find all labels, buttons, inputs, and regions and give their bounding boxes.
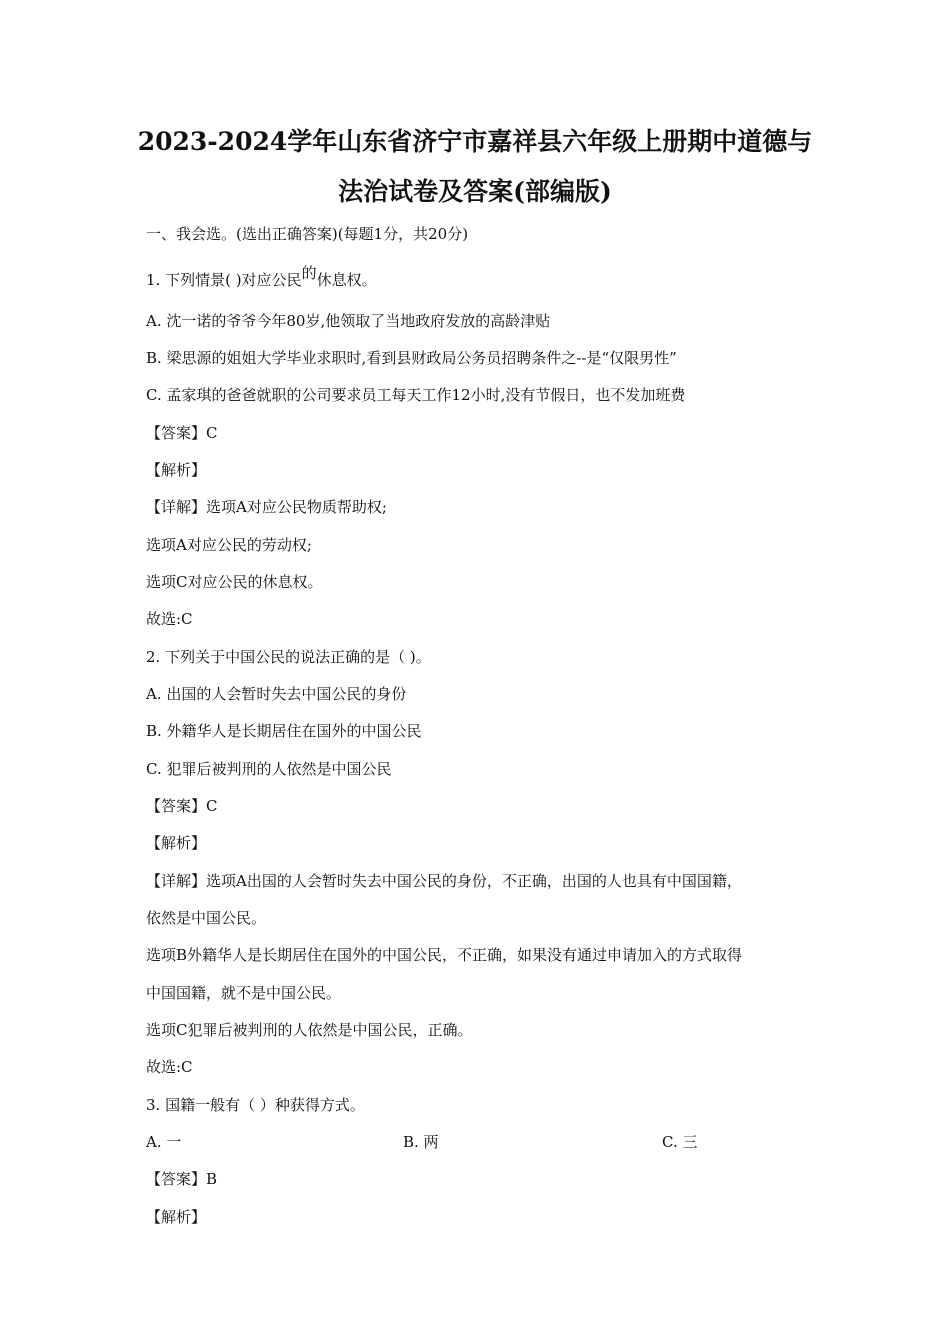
question-1-detail-1: 【详解】选项A对应公民物质帮助权;: [146, 498, 387, 516]
question-3-analysis: 【解析】: [146, 1208, 207, 1226]
question-1-stem: [146, 264, 377, 290]
question-1-analysis: 【解析】: [146, 461, 207, 479]
question-1-stem-part-1: 1. 下列情景( )对应公民: [146, 271, 302, 289]
question-2-detail-1a: 【详解】选项A出国的人会暂时失去中国公民的身份，不正确，出国的人也具有中国国籍，: [146, 872, 742, 890]
question-1-stem-part-2: 休息权。: [316, 271, 377, 289]
question-1-detail-3: 选项C对应公民的休息权。: [146, 573, 323, 591]
question-2-answer: 【答案】C: [146, 797, 218, 815]
question-2-detail-3: 选项C犯罪后被判刑的人依然是中国公民，正确。: [146, 1021, 473, 1039]
question-3-option-b: B. 两: [403, 1133, 439, 1151]
question-2-option-b: B. 外籍华人是长期居住在国外的中国公民: [146, 722, 422, 740]
question-1-conclusion: 故选:C: [146, 610, 193, 628]
question-1-option-a: A. 沈一诺的爷爷今年80岁,他领取了当地政府发放的高龄津贴: [146, 312, 551, 330]
question-1-stem-superscript: 的: [301, 264, 317, 282]
question-2-analysis: 【解析】: [146, 834, 207, 852]
question-2-option-c: C. 犯罪后被判刑的人依然是中国公民: [146, 760, 392, 778]
question-3-option-a: A. 一: [146, 1133, 182, 1151]
question-2-detail-1b: 依然是中国公民。: [146, 909, 267, 927]
question-1-option-c: C. 孟家琪的爸爸就职的公司要求员工每天工作12小时,没有节假日，也不发加班费: [146, 386, 686, 404]
question-2-conclusion: 故选:C: [146, 1058, 193, 1076]
question-1-option-b: B. 梁思源的姐姐大学毕业求职时,看到县财政局公务员招聘条件之--是“仅限男性”: [146, 349, 677, 367]
document-title-line-2: 法治试卷及答案(部编版): [338, 177, 612, 206]
document-title-line-1: 2023-2024学年山东省济宁市嘉祥县六年级上册期中道德与: [137, 127, 813, 156]
question-2-option-a: A. 出国的人会暂时失去中国公民的身份: [146, 685, 407, 703]
section-heading: 一、我会选。(选出正确答案)(每题1分，共20分): [146, 225, 469, 243]
question-3-option-c: C. 三: [662, 1133, 698, 1151]
question-2-detail-2b: 中国国籍，就不是中国公民。: [146, 984, 342, 1002]
question-2-detail-2a: 选项B外籍华人是长期居住在国外的中国公民，不正确，如果没有通过申请加入的方式取得: [146, 946, 743, 964]
question-3-stem: 3. 国籍一般有（ ）种获得方式。: [146, 1096, 365, 1114]
question-3-answer: 【答案】B: [146, 1170, 218, 1188]
question-1-detail-2: 选项A对应公民的劳动权;: [146, 536, 312, 554]
question-2-stem: 2. 下列关于中国公民的说法正确的是（ )。: [146, 648, 431, 666]
question-1-answer: 【答案】C: [146, 424, 218, 442]
